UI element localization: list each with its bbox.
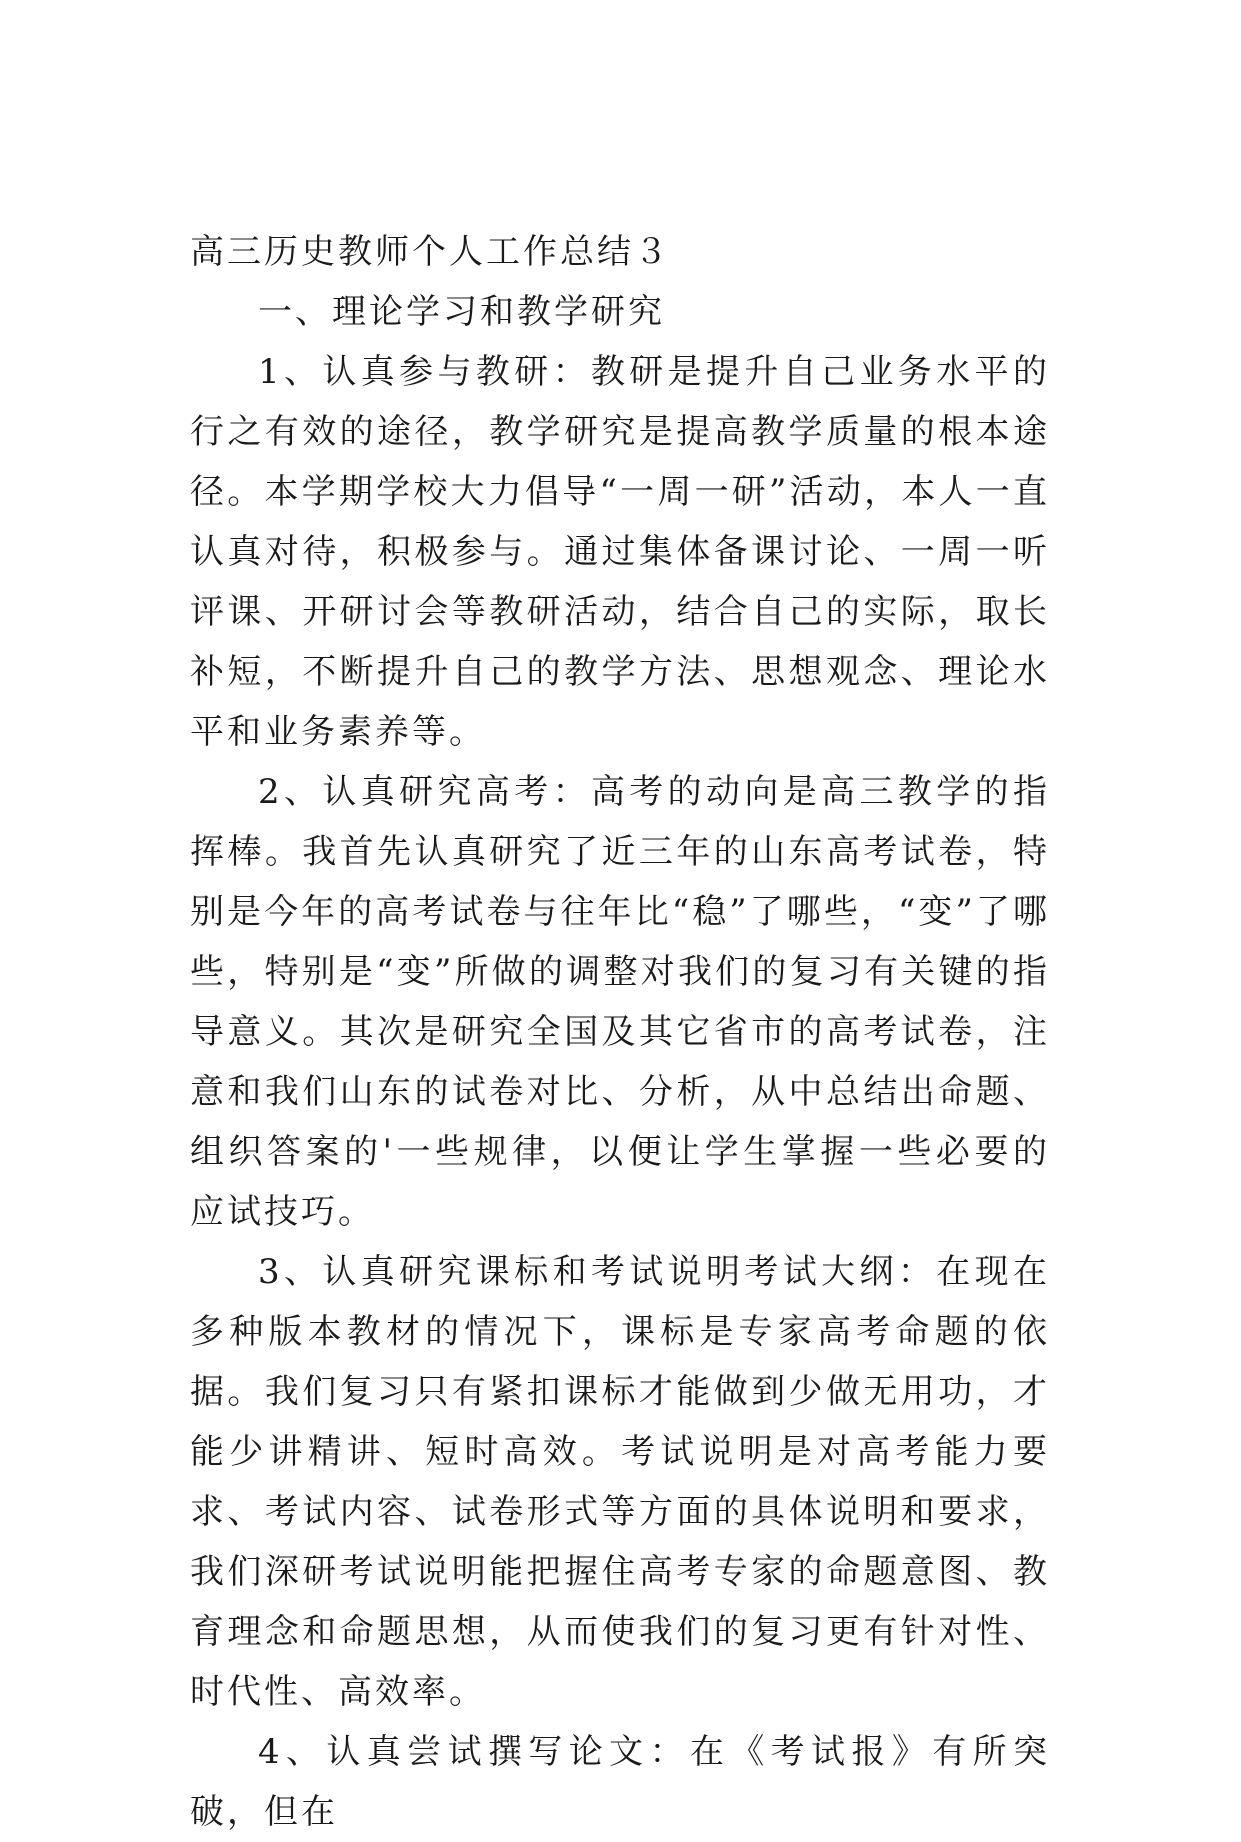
paragraph-1: 1、认真参与教研：教研是提升自己业务水平的行之有效的途径，教学研究是提高教学质量的根本途径。本学期学校大力倡导“一周一研”活动，本人一直认真对待，积极参与。通过集体备课讨论、一周一听评课、开研讨会等教研活动，结合自己的实际，取长补短，不断提升自己的教学方法、思想观念、理论水平和业务素养等。 — [190, 352, 1050, 752]
paragraph-4: 4、认真尝试撰写论文：在《考试报》有所突破，但在 — [190, 1732, 1050, 1832]
paragraph-2: 2、认真研究高考：高考的动向是高三教学的指挥棒。我首先认真研究了近三年的山东高考试卷，特别是今年的高考试卷与往年比“稳”了哪些，“变”了哪些，特别是“变”所做的调整对我们的复习有关键的指导意义。其次是研究全国及其它省市的高考试卷，注意和我们山东的试卷对比、分析，从中总结出命题、组织答案的'一些规律，以便让学生掌握一些必要的应试技巧。 — [190, 772, 1050, 1232]
section-heading: 一、理论学习和教学研究 — [258, 292, 665, 332]
document-body — [190, 222, 1050, 1842]
document-title: 高三历史教师个人工作总结３ — [190, 232, 671, 272]
paragraph-3: 3、认真研究课标和考试说明考试大纲：在现在多种版本教材的情况下，课标是专家高考命题的依据。我们复习只有紧扣课标才能做到少做无用功，才能少讲精讲、短时高效。考试说明是对高考能力要求、考试内容、试卷形式等方面的具体说明和要求，我们深研考试说明能把握住高考专家的命题意图、教育理念和命题思想，从而使我们的复习更有针对性、时代性、高效率。 — [190, 1252, 1050, 1712]
